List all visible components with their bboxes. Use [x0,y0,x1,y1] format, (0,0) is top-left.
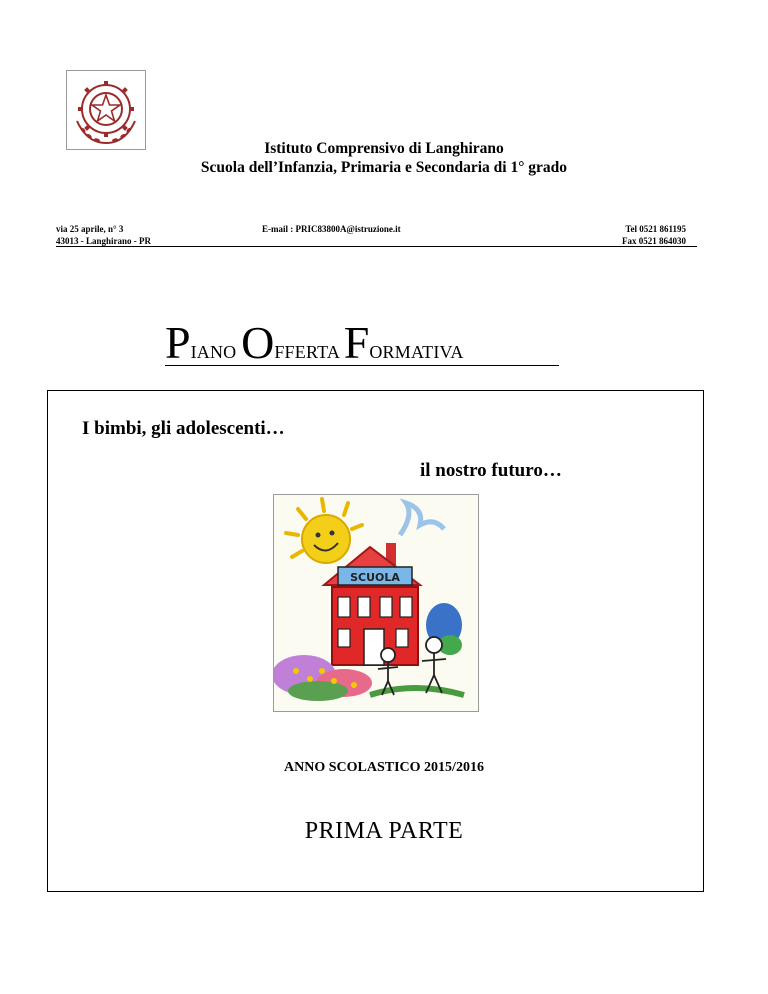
phone-block [622,223,686,247]
title-rest-offerta: FFERTA [274,342,344,362]
title-initial-o: O [241,317,275,368]
title-underline [165,365,559,366]
title-initial-p: P [165,317,191,368]
address-line-2: 43013 - Langhirano - PR [56,236,152,246]
drawing-sign-text: SCUOLA [350,571,400,584]
motto-line-1: I bimbi, gli adolescenti… [82,418,285,439]
part-label: PRIMA PARTE [304,818,464,844]
telephone: Tel 0521 861195 [625,224,686,234]
title-initial-f: F [343,317,370,368]
school-levels: Scuola dell’Infanzia, Primaria e Secondaria di 1° grado [200,159,568,176]
fax: Fax 0521 864030 [622,236,686,246]
title-rest-formativa: ORMATIVA [369,342,464,362]
school-name: Istituto Comprensivo di Langhirano [264,140,504,157]
email-contact: E-mail : PRIC83800A@istruzione.it [262,224,401,234]
document-title [165,317,464,368]
address-line-1: via 25 aprile, n° 3 [56,224,124,234]
school-drawing-illustration [273,494,479,712]
motto-line-2: il nostro futuro… [420,460,562,481]
address-block [56,223,151,247]
header-divider [56,246,697,247]
republic-emblem-logo [66,70,146,150]
title-rest-piano: IANO [190,342,242,362]
school-year: ANNO SCOLASTICO 2015/2016 [284,760,484,775]
